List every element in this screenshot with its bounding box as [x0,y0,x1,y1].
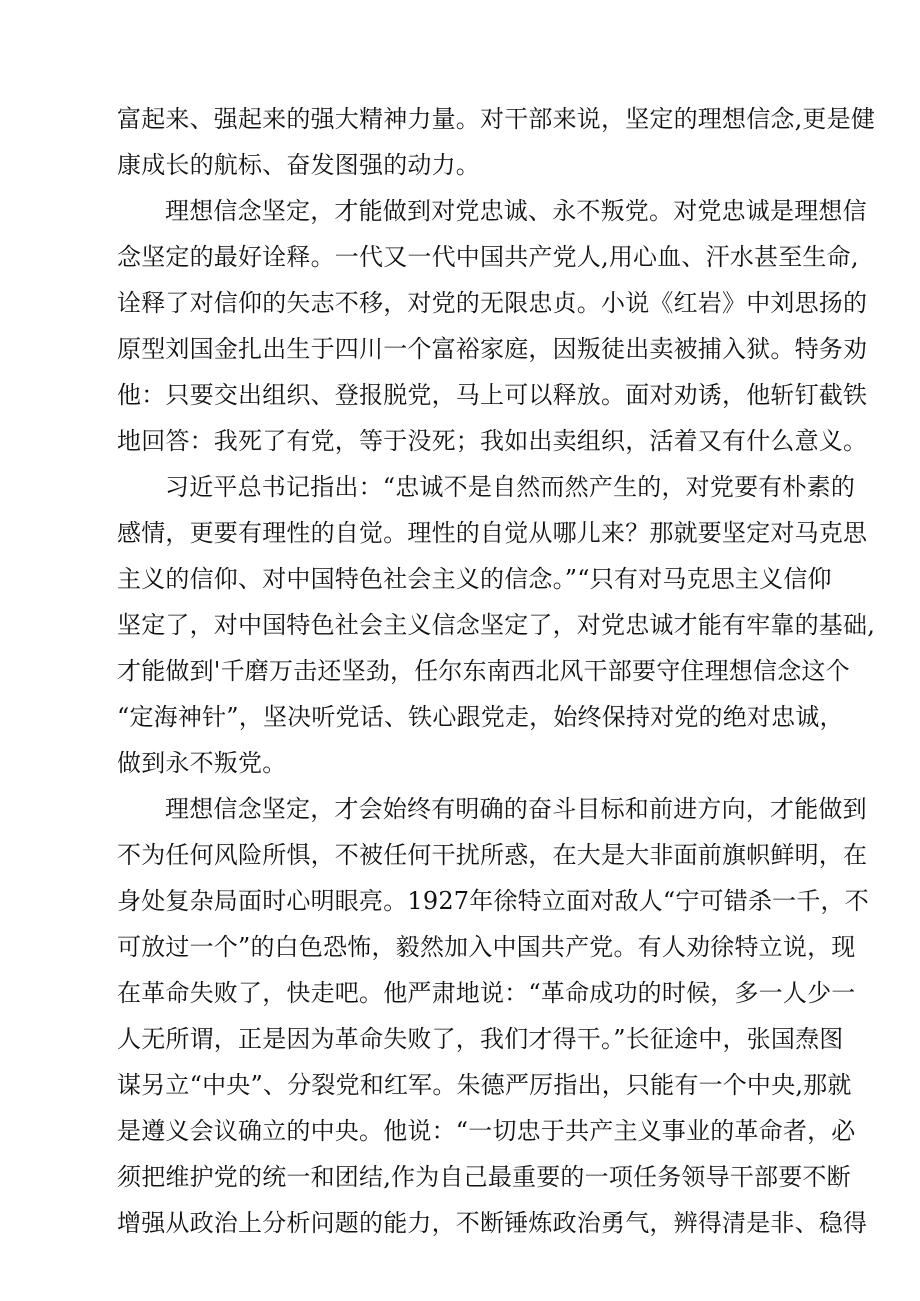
text-line: 增强从政治上分析问题的能力，不断锤炼政治勇气，辨得清是非、稳得 [117,1209,868,1237]
text-line: 不为任何风险所惧，不被任何干扰所惑，在大是大非面前旗帜鲜明，在 [117,841,868,869]
text-line: 他：只要交出组织、登报脱党，马上可以释放。面对劝诱，他斩钉截铁 [117,381,868,409]
text-line: 在革命失败了，快走吧。他严肃地说：“革命成功的时候，多一人少一 [117,979,856,1007]
text-line: 富起来、强起来的强大精神力量。对干部来说，坚定的理想信念,更是健 [117,105,876,133]
paragraph-2 [117,188,868,464]
text-line: 主义的信仰、对中国特色社会主义的信念。”“只有对马克思主义信仰 [117,565,832,593]
text-line: 理想信念坚定，才能做到对党忠诚、永不叛党。对党忠诚是理想信 [165,197,867,225]
text-line: 地回答：我死了有党，等于没死；我如出卖组织，活着又有什么意义。 [117,427,868,455]
text-line: 坚定了，对中国特色社会主义信念坚定了，对党忠诚才能有牢靠的基础, [117,611,876,639]
text-line: 才能做到'千磨万击还坚劲，任尔东南西北风干部要守住理想信念这个 [117,657,850,685]
text-line: 谋另立“中央”、分裂党和红军。朱德严厉指出，只能有一个中央,那就 [117,1071,852,1099]
text-line: 做到永不叛党。 [117,749,287,777]
text-line: 康成长的航标、奋发图强的动力。 [117,151,480,179]
text-line: 身处复杂局面时心明眼亮。1927年徐特立面对敌人“宁可错杀一千，不 [117,887,869,915]
text-line: 诠释了对信仰的矢志不移，对党的无限忠贞。小说《红岩》中刘思扬的 [117,289,868,317]
text-line: 人无所谓，正是因为革命失败了，我们才得干。”长征途中，张国焘图 [117,1025,844,1053]
text-line: 是遵义会议确立的中央。他说：“一切忠于共产主义事业的革命者，必 [117,1117,856,1145]
paragraph-3 [117,464,876,786]
paragraph-4 [117,786,869,1246]
text-line: 原型刘国金扎出生于四川一个富裕家庭，因叛徒出卖被捕入狱。特务劝 [117,335,868,363]
text-line: 可放过一个”的白色恐怖，毅然加入中国共产党。有人劝徐特立说，现 [117,933,856,961]
text-line: 念坚定的最好诠释。一代又一代中国共产党人,用心血、汗水甚至生命, [117,243,859,271]
text-line: “定海神针”，坚决听党话、铁心跟党走，始终保持对党的绝对忠诚， [117,703,844,731]
text-line: 感情，更要有理性的自觉。理性的自觉从哪儿来？那就要坚定对马克思 [117,519,868,547]
paragraph-1 [117,96,876,188]
document-body [117,96,876,1246]
text-line: 习近平总书记指出：“忠诚不是自然而然产生的，对党要有朴素的 [165,473,856,501]
text-line: 须把维护党的统一和团结,作为自己最重要的一项任务领导干部要不断 [117,1163,851,1191]
text-line: 理想信念坚定，才会始终有明确的奋斗目标和前进方向，才能做到 [165,795,867,823]
